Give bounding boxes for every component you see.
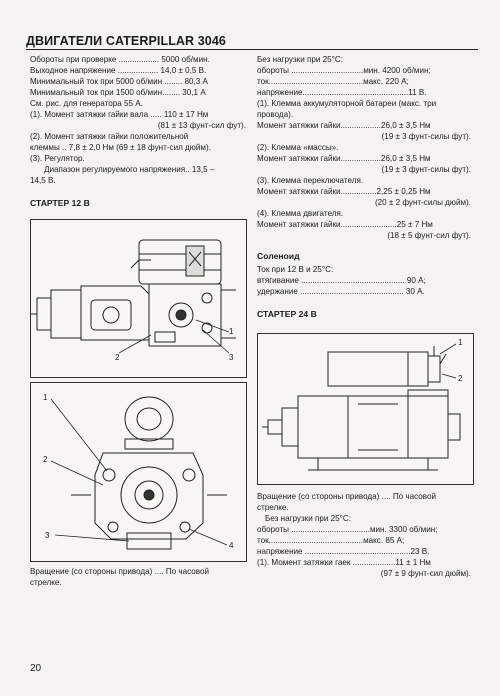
spec-line: (2). Момент затяжки гайки положительной (30, 132, 189, 141)
starter-12v-end-drawing (31, 383, 246, 561)
page-title: ДВИГАТЕЛИ CATERPILLAR 3046 (26, 34, 478, 50)
callout-3: 3 (229, 353, 234, 362)
spec-line: Без нагрузки при 25°С: (265, 514, 351, 523)
callout-2: 2 (458, 374, 463, 383)
spec-line: ток..........................................макс. 220 А; (257, 77, 409, 86)
spec-line: Ток при 12 В и 25°С: (257, 265, 334, 274)
spec-line: Момент затяжки гайки..................26,0 ± 3,5 Нм (257, 154, 431, 163)
spec-line: Момент затяжки гайки.........................25 ± 7 Нм (257, 220, 433, 229)
callout-4: 4 (229, 541, 234, 550)
spec-line: Минимальный ток при 1500 об/мин........ 30,1 А (30, 88, 206, 97)
spec-line: Обороты при проверке .................. 5000 об/мин. (30, 55, 210, 64)
callout-2: 2 (43, 455, 48, 464)
spec-line: (2). Клемма «массы». (257, 143, 339, 152)
spec-line: Вращение (со стороны привода) .... По часовой (257, 492, 437, 501)
spec-line: провода). (257, 110, 294, 119)
spec-line: удержание .............................................. 30 А. (257, 287, 425, 296)
section-heading-solenoid: Соленоид (257, 251, 300, 261)
rotation-line: Вращение (со стороны привода) .... По часовой (30, 567, 210, 576)
starter-12v-side-figure (30, 219, 247, 378)
spec-line: напряжение ...............................................23 В. (257, 547, 430, 556)
callout-2: 2 (115, 353, 120, 362)
spec-line: ток..........................................макс. 85 А; (257, 536, 405, 545)
section-heading-starter-12v: СТАРТЕР 12 В (30, 198, 90, 208)
rotation-note-12v (30, 566, 246, 588)
spec-line: напряжение...............................................11 В. (257, 88, 427, 97)
starter-12v-side-drawing (31, 220, 246, 377)
spec-line: Минимальный ток при 5000 об/мин ........ 80,3 А (30, 77, 208, 86)
callout-1: 1 (458, 338, 463, 347)
section-heading-starter-24v: СТАРТЕР 24 В (257, 309, 317, 319)
starter-24v-specs (257, 491, 471, 579)
callout-1: 1 (43, 393, 48, 402)
spec-line: (19 ± 3 фунт-силы фут). (381, 132, 471, 141)
spec-line: (18 ± 5 фунт-сил фут). (387, 231, 471, 240)
spec-line: (3). Клемма переключателя. (257, 176, 364, 185)
spec-line: Выходное напряжение .................. 14,0 ± 0,5 В. (30, 66, 207, 75)
starter-24v-drawing (258, 334, 473, 484)
spec-line: (1). Момент затяжки гайки вала ..... 110 ± 17 Нм (30, 110, 209, 119)
spec-line: обороты ................................мин. 4200 об/мин; (257, 66, 431, 75)
callout-1: 1 (229, 327, 234, 336)
spec-line: (1). Клемма аккумуляторной батареи (макс. три (257, 99, 437, 108)
spec-line: См. рис. для генератора 55 А. (30, 99, 143, 108)
spec-line: Момент затяжки гайки................2,25 ± 0,25 Нм (257, 187, 431, 196)
starter-24v-figure (257, 333, 474, 485)
spec-line: Диапазон регулируемого напряжения.. 13,5 – (44, 165, 215, 174)
spec-line: 14,5 В. (30, 176, 56, 185)
page-number: 20 (30, 663, 42, 674)
spec-line: клеммы .. 7,8 ± 2,0 Нм (69 ± 18 фунт-сил дюйм). (30, 143, 211, 152)
spec-line: (20 ± 2 фунт-силы дюйм). (374, 198, 471, 207)
rotation-line: стрелке. (30, 578, 62, 587)
spec-line: обороты ...................................мин. 3300 об/мин; (257, 525, 438, 534)
callout-3: 3 (45, 531, 50, 540)
spec-line: стрелке. (257, 503, 289, 512)
spec-line: (4). Клемма двигателя. (257, 209, 344, 218)
spec-line: (81 ± 13 фунт-сил фут). (157, 121, 246, 130)
spec-line: (1). Момент затяжки гаек ...................11 ± 1 Нм (257, 558, 431, 567)
spec-line: Без нагрузки при 25°С: (257, 55, 343, 64)
spec-line: (97 ± 9 фунт-сил дюйм). (380, 569, 471, 578)
starter-12v-end-figure (30, 382, 247, 562)
spec-line: втягивание .............................................. 90 А; (257, 276, 426, 285)
spec-line: (3). Регулятор. (30, 154, 85, 163)
alternator-specs (30, 54, 246, 211)
spec-line: (19 ± 3 фунт-силы фут). (381, 165, 471, 174)
starter-12v-specs (257, 54, 471, 322)
spec-line: Момент затяжки гайки..................26,0 ± 3,5 Нм (257, 121, 431, 130)
